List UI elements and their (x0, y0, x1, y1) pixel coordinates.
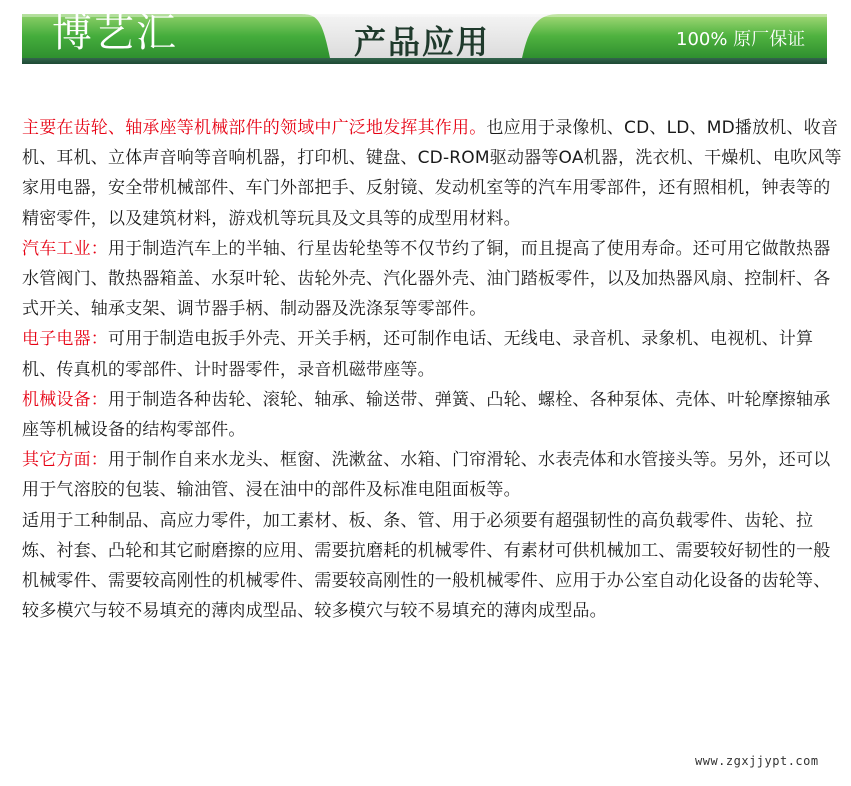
paragraph-electronics (22, 324, 842, 384)
section-title: 产品应用 (354, 23, 491, 61)
paragraph-lead: 汽车工业： (22, 238, 108, 259)
paragraph-suitable (22, 506, 842, 627)
paragraph-lead: 电子电器： (22, 329, 108, 350)
paragraph-body: 也应用于录像机、CD、LD、MD播放机、收音机、耳机、立体声音响等音响机器，打印机、键盘、CD-ROM驱动器等OA机器，洗衣机、干燥机、电吹风等家用电器，安全带机械部件、车门外部把手、反射镜、发动机室等的汽车用零部件，还有照相机，钟表等的精密零件，以及建筑材料，游戏机等玩具及文具等的成型用材料。 (22, 118, 842, 229)
paragraph-body: 适用于工种制品、高应力零件，加工素材、板、条、管、用于必须要有超强韧性的高负载零件、齿轮、拉炼、衬套、凸轮和其它耐磨擦的应用、需要抗磨耗的机械零件、有素材可供机械加工、需要较好韧性的一般机械零件、需要较高刚性的机械零件、需要较高刚性的一般机械零件、应用于办公室自动化设备的齿轮等、较多模穴与较不易填充的薄肉成型品、较多模穴与较不易填充的薄肉成型品。 (22, 510, 831, 622)
guarantee-text: 100% 原厂保证 (676, 29, 806, 50)
paragraph-body: 用于制造各种齿轮、滚轮、轴承、输送带、弹簧、凸轮、螺栓、各种泵体、壳体、叶轮摩擦轴承座等机械设备的结构零部件。 (22, 389, 831, 441)
paragraph-lead: 机械设备： (22, 389, 108, 410)
site-watermark: www.zgxjjypt.com (695, 754, 819, 768)
brand-name: 博艺汇 (52, 10, 178, 56)
header-banner (0, 0, 851, 80)
application-text (22, 113, 842, 626)
paragraph-body: 用于制造汽车上的半轴、行星齿轮垫等不仅节约了铜，而且提高了使用寿命。还可用它做散热器水管阀门、散热器箱盖、水泵叶轮、齿轮外壳、汽化器外壳、油门踏板零件，以及加热器风扇、控制杆、各式开关、轴承支架、调节器手柄、制动器及洗涤泵等零部件。 (22, 238, 831, 320)
paragraph-automotive (22, 234, 842, 325)
paragraph-body: 用于制作自来水龙头、框窗、洗漱盆、水箱、门帘滑轮、水表壳体和水管接头等。另外，还可以用于气溶胶的包装、输油管、浸在油中的部件及标准电阻面板等。 (22, 450, 831, 501)
paragraph-lead: 其它方面： (22, 450, 108, 471)
paragraph-lead: 主要在齿轮、轴承座等机械部件的领域中广泛地发挥其作用。 (22, 118, 487, 138)
paragraph-body: 可用于制造电扳手外壳、开关手柄，还可制作电话、无线电、录音机、录象机、电视机、计算机、传真机的零部件、计时器零件，录音机磁带座等。 (22, 329, 814, 380)
paragraph-other (22, 445, 842, 505)
paragraph-machinery (22, 385, 842, 445)
paragraph-general (22, 113, 842, 234)
